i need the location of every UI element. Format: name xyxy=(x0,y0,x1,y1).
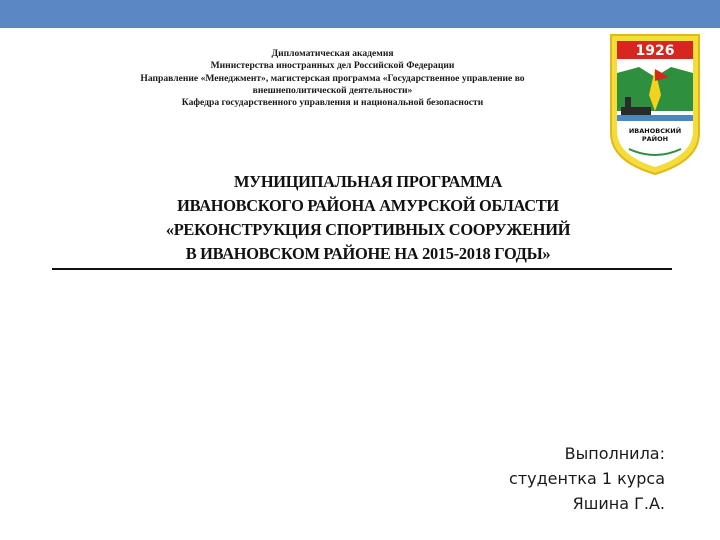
emblem-caption-1: ИВАНОВСКИЙ xyxy=(628,127,682,135)
program-title xyxy=(100,170,636,266)
author-line: Яшина Г.А. xyxy=(572,494,665,513)
author-line: Выполнила: xyxy=(564,444,665,463)
header-line: Направление «Менеджмент», магистерская программа «Государственное управление во xyxy=(140,72,525,84)
district-coat-of-arms xyxy=(609,33,701,176)
author-line: студентка 1 курса xyxy=(509,469,665,488)
emblem-year: 1926 xyxy=(635,43,675,59)
title-line: ИВАНОВСКОГО РАЙОНА АМУРСКОЙ ОБЛАСТИ xyxy=(177,196,559,215)
factory-icon xyxy=(621,107,651,115)
emblem-caption-2: РАЙОН xyxy=(641,135,669,143)
header-line: внешнеполитической деятельности» xyxy=(252,84,413,96)
header-line: Министерства иностранных дел Российской Федерации xyxy=(210,60,455,72)
author-info xyxy=(405,441,665,516)
title-line: В ИВАНОВСКОМ РАЙОНЕ НА 2015-2018 ГОДЫ» xyxy=(185,244,551,263)
title-line: МУНИЦИПАЛЬНАЯ ПРОГРАММА xyxy=(233,172,503,191)
institution-header xyxy=(60,48,605,109)
title-line: «РЕКОНСТРУКЦИЯ СПОРТИВНЫХ СООРУЖЕНИЙ xyxy=(165,220,571,239)
water-band xyxy=(617,115,693,121)
header-line: Дипломатическая академия xyxy=(271,48,394,59)
top-accent-bar xyxy=(0,0,720,28)
header-line: Кафедра государственного управления и национальной безопасности xyxy=(181,97,484,109)
title-divider xyxy=(52,268,672,270)
